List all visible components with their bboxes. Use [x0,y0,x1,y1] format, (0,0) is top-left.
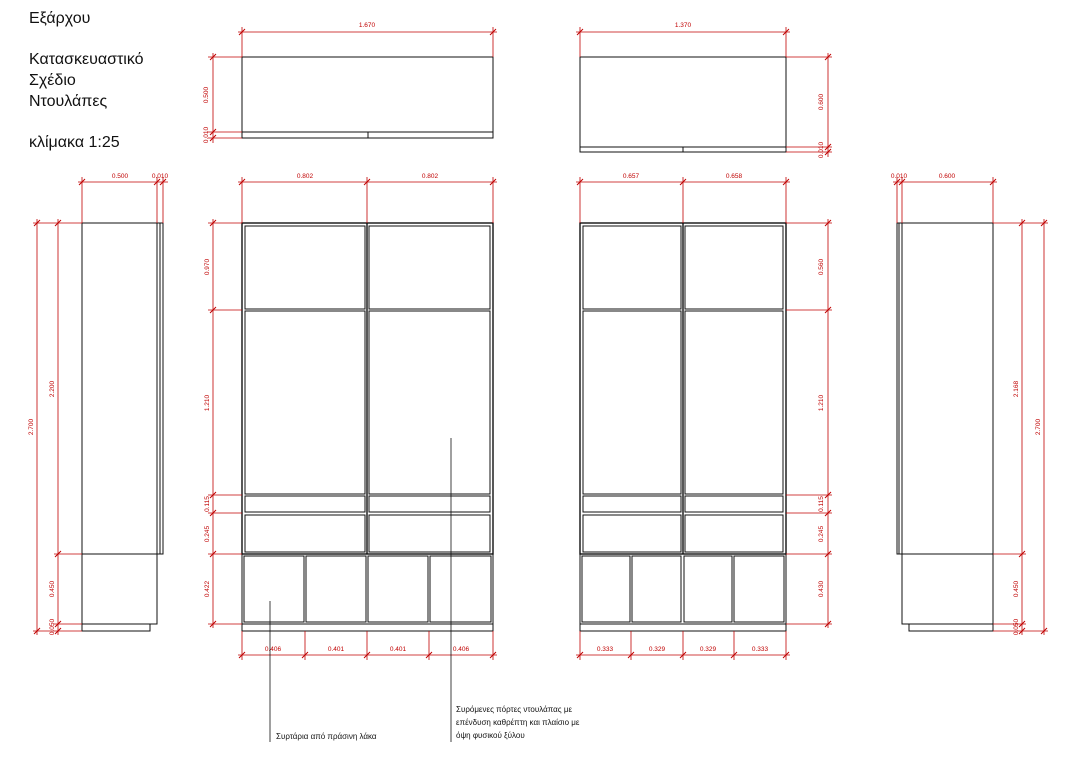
note-doors-line1: Συρόμενες πόρτες ντουλάπας με [456,705,573,714]
side-view-right [897,223,993,631]
side-left-plinth-label: 0.050 [49,618,56,636]
front-b-top-width-1: 0.657 [622,173,640,180]
front-b-drawer-width-2: 0.329 [648,646,666,653]
front-b-drawer-width-3: 0.329 [699,646,717,653]
front-a-drawer-width-2: 0.401 [327,646,345,653]
plan-view-b [580,57,786,152]
plan-b-depth-label: 0.600 [818,93,825,111]
front-a-top-width-1: 0.802 [296,173,314,180]
plan-view-a [242,57,493,138]
front-b-height-2: 1.210 [818,394,825,412]
front-b-height-3: 0.115 [818,496,825,512]
front-b-height-4: 0.245 [818,525,825,543]
front-elevation-b [580,223,786,631]
plan-a-dimensions [208,27,497,143]
drawing-type-line1: Κατασκευαστικό [29,51,144,68]
front-a-top-width-2: 0.802 [421,173,439,180]
front-b-drawer-width-1: 0.333 [596,646,614,653]
front-a-dimensions [208,177,497,660]
note-doors-line2: επένδυση καθρέπτη και πλαίσιο με [456,718,580,727]
side-left-door-label: 0.010 [151,173,169,180]
plan-a-offset-label: 0.010 [203,126,210,144]
side-left-upper-height-label: 2.200 [49,380,56,398]
plan-b-offset-label: 0.010 [818,141,825,159]
front-a-drawer-width-4: 0.406 [452,646,470,653]
side-left-depth-label: 0.500 [111,173,129,180]
front-a-height-2: 1.210 [204,394,211,412]
drawing-type-line2: Σχέδιο [29,72,76,89]
note-doors-line3: όψη φυσικού ξύλου [456,731,525,740]
plan-a-width-label: 1.670 [358,22,376,29]
drawing-type-line3: Ντουλάπες [29,93,108,110]
side-view-left [82,223,163,631]
note-drawers: Συρτάρια από πράσινη λάκα [276,732,377,741]
project-name: Εξάρχου [29,10,91,27]
front-a-height-1: 0.970 [204,258,211,276]
front-b-height-1: 0.560 [818,258,825,276]
front-b-height-5: 0.430 [818,580,825,598]
side-right-plinth-label: 0.050 [1013,618,1020,636]
side-right-total-height-label: 2.700 [1035,418,1042,436]
side-right-base-height-label: 0.450 [1013,580,1020,598]
plan-b-width-label: 1.370 [674,22,692,29]
plan-b-dimensions [576,27,832,157]
drawing-scale: κλίμακα 1:25 [29,134,120,151]
front-a-height-5: 0.422 [204,580,211,598]
front-b-top-width-2: 0.658 [725,173,743,180]
front-a-drawer-width-3: 0.401 [389,646,407,653]
side-right-upper-height-label: 2.168 [1013,380,1020,398]
front-elevation-a [242,223,493,631]
front-a-drawer-width-1: 0.406 [264,646,282,653]
front-b-drawer-width-4: 0.333 [751,646,769,653]
front-a-height-3: 0.115 [204,496,211,512]
side-left-base-height-label: 0.450 [49,580,56,598]
plan-a-depth-label: 0.500 [203,86,210,104]
side-right-depth-label: 0.600 [938,173,956,180]
side-left-dimensions [33,177,168,635]
side-right-door-label: 0.010 [890,173,908,180]
annotation-leaders [270,438,451,742]
front-a-height-4: 0.245 [204,525,211,543]
side-right-dimensions [893,177,1048,635]
side-left-total-height-label: 2.700 [28,418,35,436]
front-b-dimensions [576,177,832,660]
